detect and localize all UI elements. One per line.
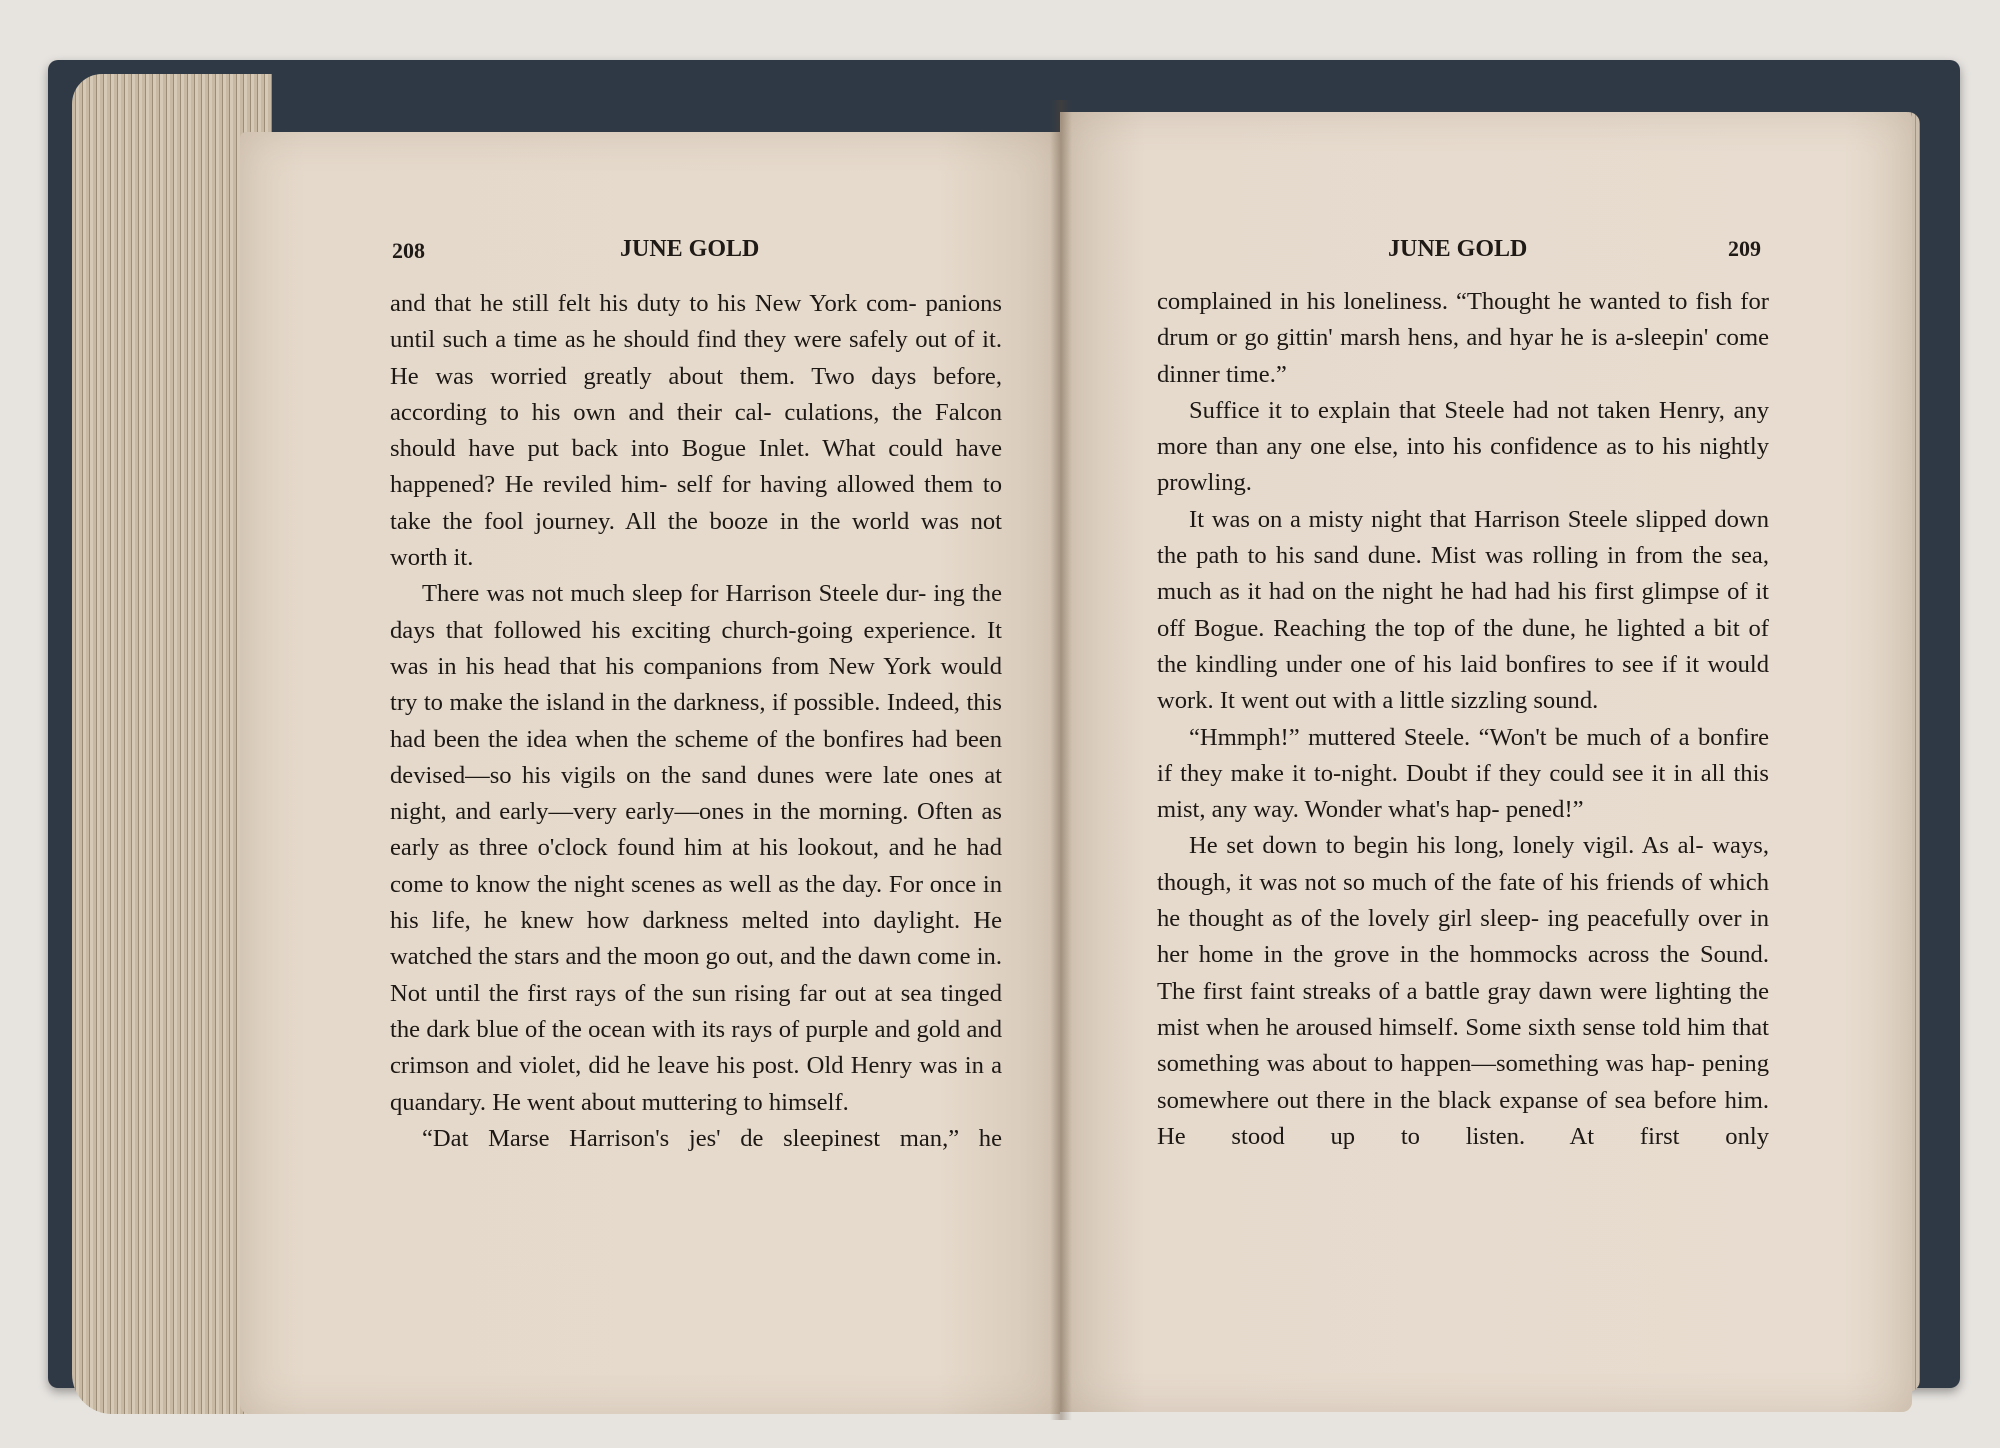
- paragraph: “Hmmph!” muttered Steele. “Won't be much of a bonfire if they make it to-night. Doubt if they could see it in all this mist, any way. Wonder what's hap- pened!”: [1157, 723, 1769, 824]
- paragraph: It was on a misty night that Harrison Steele slipped down the path to his sand dune. Mist was rolling in from the sea, much as it had on the night he had had his first glimpse of it off Bogue. Reaching the top of the dune, he lighted a bit of the kindling under one of his laid bonfires to see if it would work. It went out with a little sizzling sound.: [1157, 505, 1769, 715]
- paragraph: and that he still felt his duty to his New York com- panions until such a time as he should find they were safely out of it. He was worried greatly about them. Two days before, according to his own and their cal- culations, the Falcon should have put back into Bogue Inlet. What could have happened? He reviled him- self for having allowed them to take the fool journey. All the booze in the world was not worth it.: [390, 290, 1002, 572]
- paragraph: Suffice it to explain that Steele had not taken Henry, any more than any one else, into his confidence as to his nightly prowling.: [1157, 396, 1769, 497]
- book-gutter: [1050, 100, 1072, 1420]
- paragraph: He set down to begin his long, lonely vigil. As al- ways, though, it was not so much of the fate of his friends of which he thought as of the lovely girl sleep- ing peacefully over in her home in the grove in the hommocks across the Sound. The first faint streaks of a battle gray dawn were lighting the mist when he aroused himself. Some sixth sense told him that something was about to happen—something was hap- pening somewhere out there in the black expanse of sea before him. He stood up to listen. At first only: [1157, 832, 1769, 1150]
- left-page-body: [390, 286, 1002, 1157]
- paragraph: There was not much sleep for Harrison Steele dur- ing the days that followed his exciting church-going experience. It was in his head that his companions from New York would try to make the island in the darkness, if possible. Indeed, this had been the idea when the scheme of the bonfires had been devised—so his vigils on the sand dunes were late ones at night, and early—very early—ones in the morning. Often as early as three o'clock found him at his lookout, and he had come to know the night scenes as well as the day. For once in his life, he knew how darkness melted into daylight. He watched the stars and the moon go out, and the dawn come in. Not until the first rays of the sun rising far out at sea tinged the dark blue of the ocean with its rays of purple and gold and crimson and violet, did he leave his post. Old Henry was in a quandary. He went about muttering to himself.: [390, 580, 1002, 1116]
- right-page: [1060, 112, 1912, 1412]
- right-page-number: 209: [1728, 236, 1761, 261]
- left-page: [240, 132, 1060, 1414]
- paragraph: complained in his loneliness. “Thought he wanted to fish for drum or go gittin' marsh hens, and hyar he is a-sleepin' come dinner time.”: [1157, 288, 1769, 388]
- left-page-number: 208: [392, 238, 425, 263]
- left-running-head: JUNE GOLD: [620, 236, 760, 262]
- right-running-head: JUNE GOLD: [1388, 236, 1528, 262]
- paragraph: “Dat Marse Harrison's jes' de sleepinest man,” he: [422, 1124, 1002, 1152]
- right-page-body: [1157, 284, 1769, 1155]
